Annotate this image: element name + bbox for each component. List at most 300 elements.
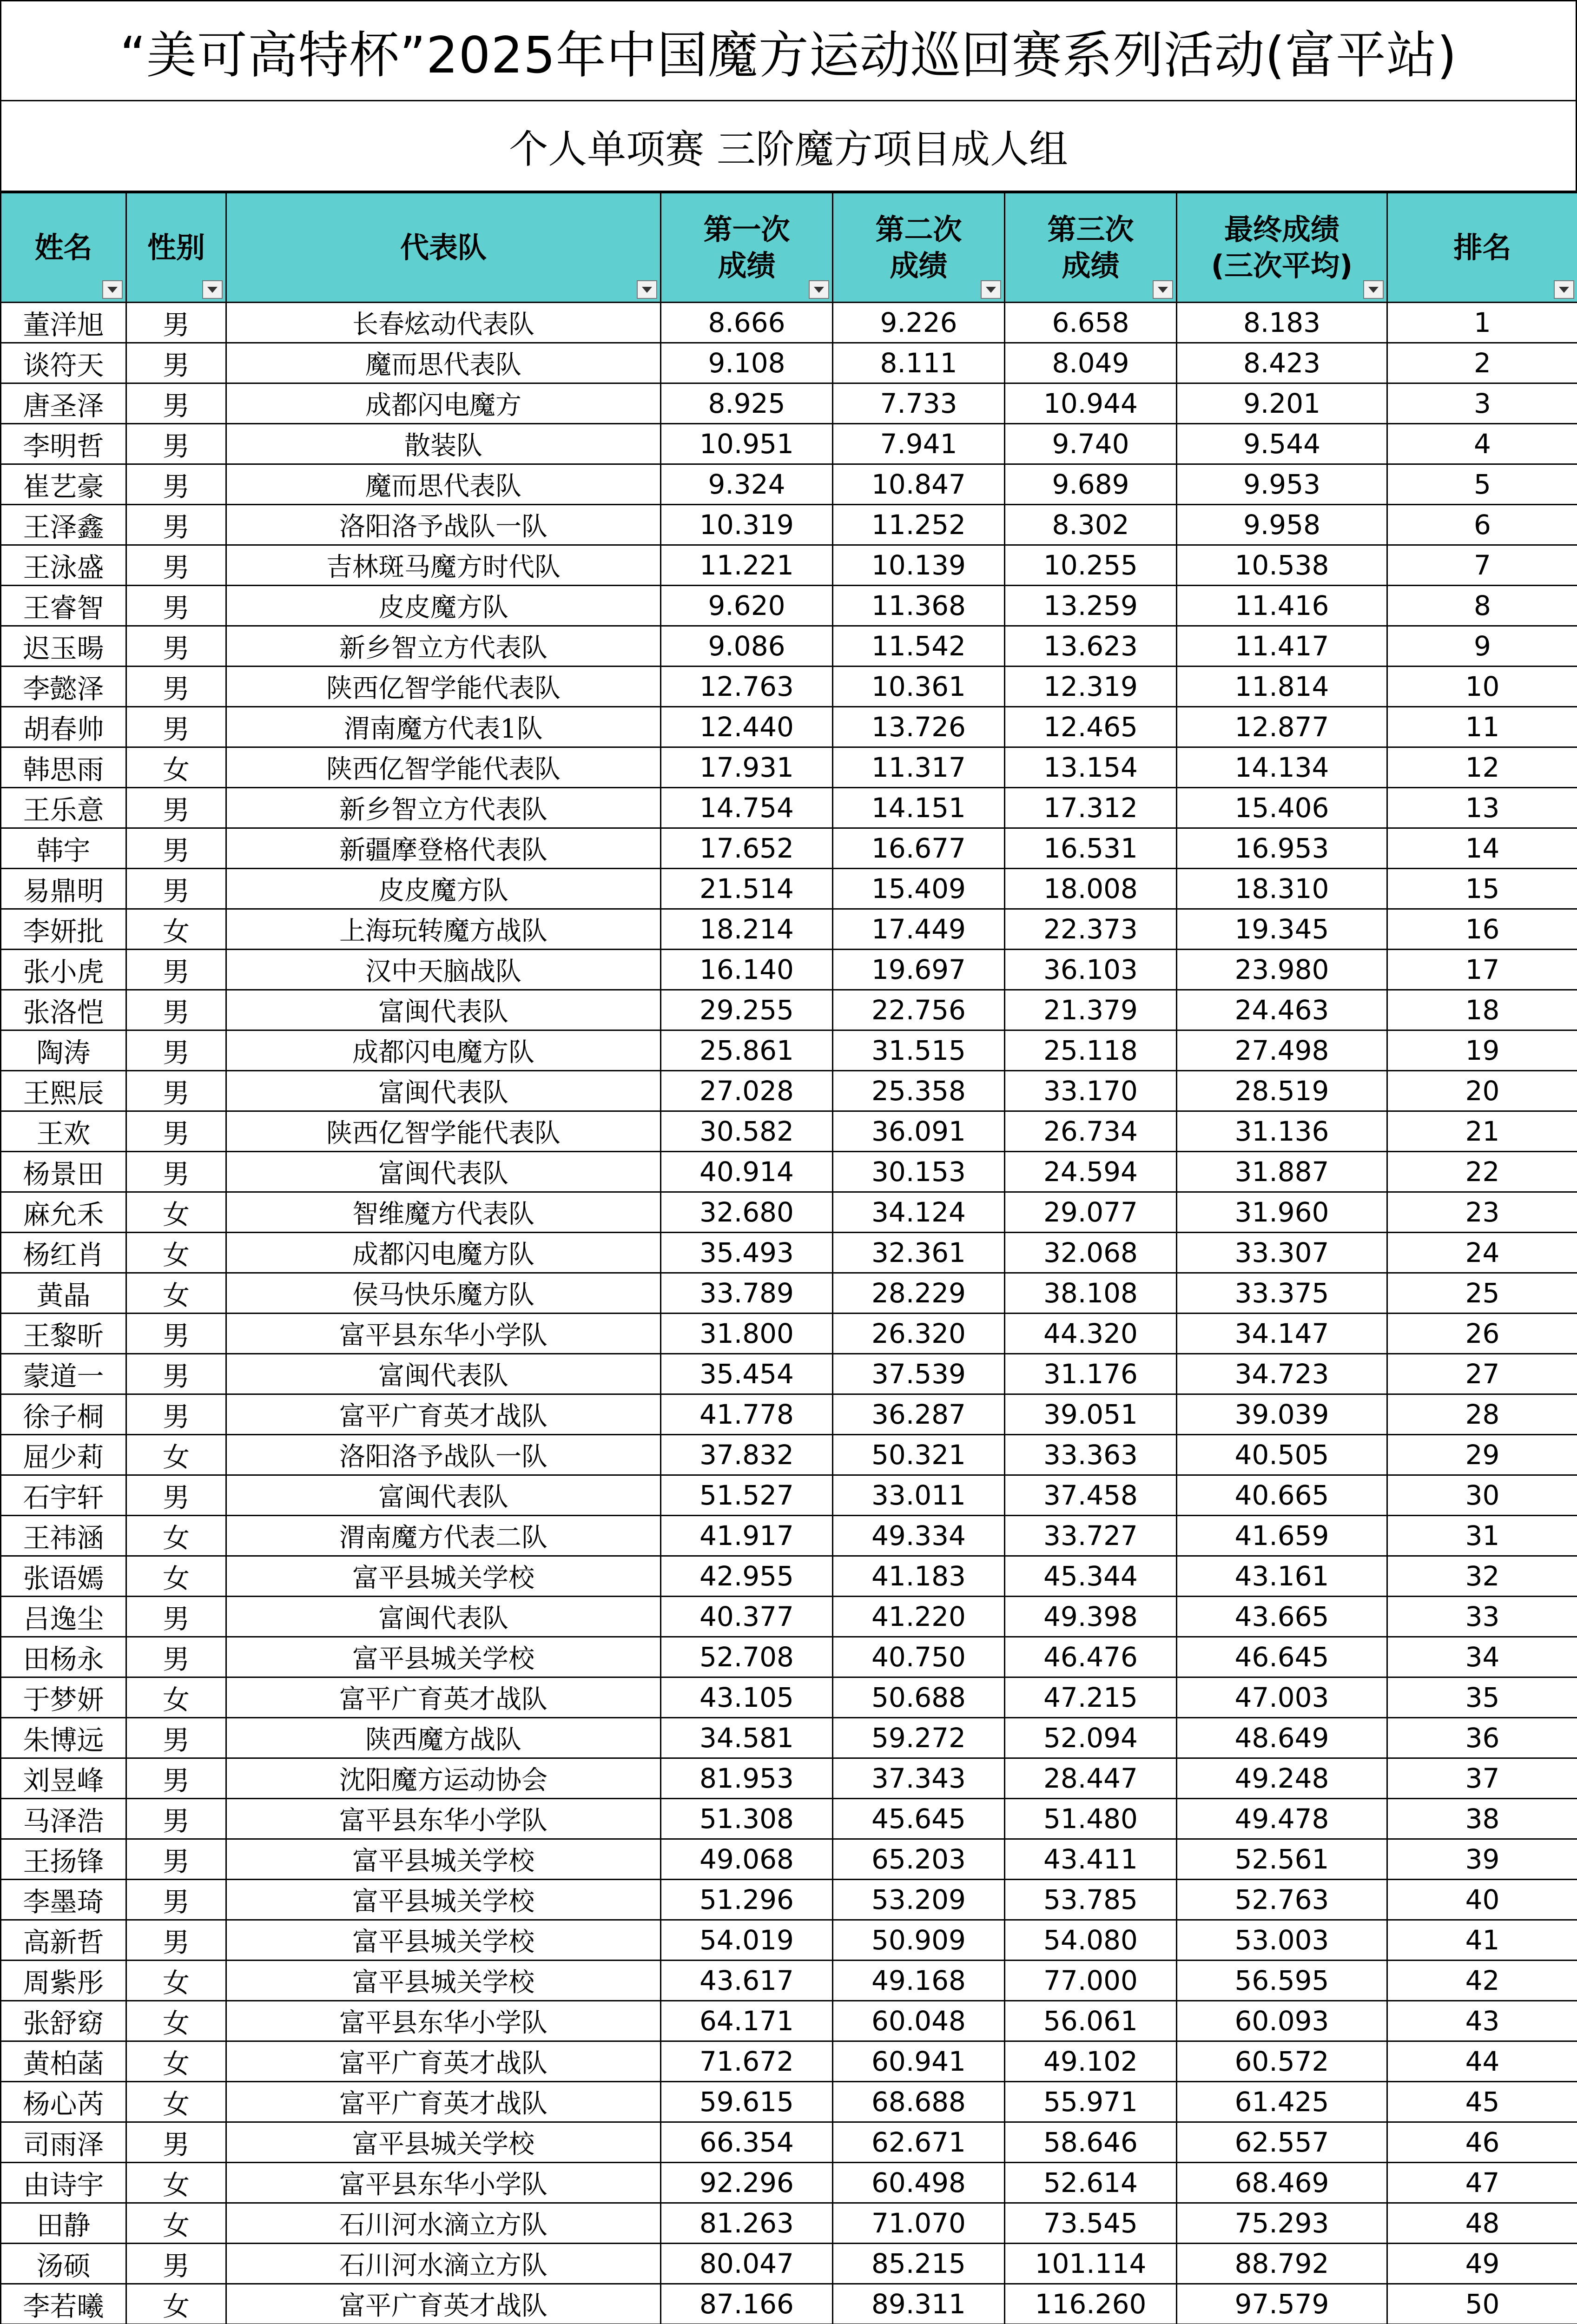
cell-attempt-3[interactable]: 55.971 [1005,2082,1177,2122]
cell-gender[interactable]: 男 [126,1799,226,1839]
cell-gender[interactable]: 男 [126,343,226,383]
cell-attempt-3[interactable]: 52.094 [1005,1718,1177,1758]
cell-attempt-3[interactable]: 6.658 [1005,303,1177,343]
cell-rank[interactable]: 13 [1387,788,1577,828]
cell-attempt-3[interactable]: 101.114 [1005,2244,1177,2284]
cell-team[interactable]: 富闽代表队 [226,1071,661,1111]
cell-rank[interactable]: 31 [1387,1516,1577,1556]
cell-gender[interactable]: 女 [126,1516,226,1556]
cell-attempt-1[interactable]: 32.680 [661,1192,833,1233]
cell-attempt-2[interactable]: 36.287 [833,1394,1005,1435]
cell-attempt-1[interactable]: 9.324 [661,464,833,505]
cell-final-result[interactable]: 18.310 [1177,869,1387,909]
cell-team[interactable]: 洛阳洛予战队一队 [226,1435,661,1475]
cell-final-result[interactable]: 24.463 [1177,990,1387,1030]
cell-rank[interactable]: 21 [1387,1111,1577,1152]
cell-team[interactable]: 成都闪电魔方队 [226,1233,661,1273]
cell-attempt-3[interactable]: 12.465 [1005,707,1177,747]
cell-rank[interactable]: 28 [1387,1394,1577,1435]
filter-dropdown-icon[interactable] [637,280,657,299]
cell-rank[interactable]: 12 [1387,747,1577,788]
cell-rank[interactable]: 42 [1387,1961,1577,2001]
cell-final-result[interactable]: 12.877 [1177,707,1387,747]
cell-gender[interactable]: 女 [126,1435,226,1475]
cell-gender[interactable]: 男 [126,1314,226,1354]
cell-gender[interactable]: 男 [126,505,226,545]
filter-dropdown-icon[interactable] [202,280,223,299]
cell-final-result[interactable]: 19.345 [1177,909,1387,950]
filter-dropdown-icon[interactable] [809,280,829,299]
cell-attempt-1[interactable]: 12.763 [661,667,833,707]
cell-attempt-2[interactable]: 60.941 [833,2041,1005,2082]
cell-team[interactable]: 智维魔方代表队 [226,1192,661,1233]
cell-attempt-2[interactable]: 16.677 [833,828,1005,869]
cell-rank[interactable]: 40 [1387,1880,1577,1920]
cell-final-result[interactable]: 31.136 [1177,1111,1387,1152]
cell-attempt-3[interactable]: 22.373 [1005,909,1177,950]
cell-attempt-2[interactable]: 19.697 [833,950,1005,990]
cell-final-result[interactable]: 11.814 [1177,667,1387,707]
cell-attempt-1[interactable]: 54.019 [661,1920,833,1961]
cell-rank[interactable]: 14 [1387,828,1577,869]
cell-attempt-1[interactable]: 40.377 [661,1597,833,1637]
cell-team[interactable]: 富平广育英才战队 [226,1677,661,1718]
cell-attempt-1[interactable]: 9.108 [661,343,833,383]
cell-final-result[interactable]: 31.960 [1177,1192,1387,1233]
cell-gender[interactable]: 女 [126,2082,226,2122]
cell-name[interactable]: 张小虎 [1,950,126,990]
cell-attempt-2[interactable]: 11.542 [833,626,1005,667]
cell-name[interactable]: 李墨琦 [1,1880,126,1920]
cell-gender[interactable]: 男 [126,950,226,990]
cell-attempt-1[interactable]: 81.953 [661,1758,833,1799]
cell-attempt-2[interactable]: 41.220 [833,1597,1005,1637]
cell-gender[interactable]: 男 [126,2122,226,2163]
cell-attempt-3[interactable]: 38.108 [1005,1273,1177,1314]
cell-attempt-1[interactable]: 52.708 [661,1637,833,1677]
cell-attempt-1[interactable]: 92.296 [661,2163,833,2203]
cell-gender[interactable]: 女 [126,1556,226,1597]
cell-attempt-2[interactable]: 15.409 [833,869,1005,909]
cell-rank[interactable]: 24 [1387,1233,1577,1273]
cell-attempt-2[interactable]: 37.343 [833,1758,1005,1799]
cell-final-result[interactable]: 34.723 [1177,1354,1387,1394]
cell-name[interactable]: 屈少莉 [1,1435,126,1475]
cell-gender[interactable]: 男 [126,1597,226,1637]
cell-name[interactable]: 王乐意 [1,788,126,828]
cell-name[interactable]: 吕逸尘 [1,1597,126,1637]
cell-attempt-3[interactable]: 32.068 [1005,1233,1177,1273]
cell-name[interactable]: 蒙道一 [1,1354,126,1394]
cell-attempt-2[interactable]: 8.111 [833,343,1005,383]
cell-name[interactable]: 王泽鑫 [1,505,126,545]
cell-final-result[interactable]: 48.649 [1177,1718,1387,1758]
cell-team[interactable]: 富闽代表队 [226,990,661,1030]
cell-attempt-1[interactable]: 12.440 [661,707,833,747]
cell-gender[interactable]: 男 [126,464,226,505]
cell-final-result[interactable]: 27.498 [1177,1030,1387,1071]
cell-gender[interactable]: 男 [126,1394,226,1435]
cell-attempt-2[interactable]: 59.272 [833,1718,1005,1758]
cell-team[interactable]: 侯马快乐魔方队 [226,1273,661,1314]
cell-final-result[interactable]: 9.958 [1177,505,1387,545]
cell-attempt-1[interactable]: 51.527 [661,1475,833,1516]
cell-name[interactable]: 易鼎明 [1,869,126,909]
cell-gender[interactable]: 男 [126,788,226,828]
cell-gender[interactable]: 女 [126,909,226,950]
cell-attempt-3[interactable]: 53.785 [1005,1880,1177,1920]
cell-team[interactable]: 富闽代表队 [226,1152,661,1192]
cell-attempt-1[interactable]: 35.493 [661,1233,833,1273]
cell-attempt-1[interactable]: 66.354 [661,2122,833,2163]
cell-final-result[interactable]: 9.953 [1177,464,1387,505]
cell-team[interactable]: 陕西亿智学能代表队 [226,667,661,707]
cell-gender[interactable]: 男 [126,1030,226,1071]
cell-name[interactable]: 杨心芮 [1,2082,126,2122]
cell-attempt-3[interactable]: 25.118 [1005,1030,1177,1071]
cell-rank[interactable]: 44 [1387,2041,1577,2082]
cell-attempt-3[interactable]: 29.077 [1005,1192,1177,1233]
cell-final-result[interactable]: 43.161 [1177,1556,1387,1597]
cell-team[interactable]: 陕西魔方战队 [226,1718,661,1758]
cell-gender[interactable]: 女 [126,747,226,788]
cell-team[interactable]: 富闽代表队 [226,1597,661,1637]
cell-team[interactable]: 富平县城关学校 [226,2122,661,2163]
cell-attempt-1[interactable]: 37.832 [661,1435,833,1475]
cell-team[interactable]: 魔而思代表队 [226,464,661,505]
cell-attempt-2[interactable]: 25.358 [833,1071,1005,1111]
cell-gender[interactable]: 女 [126,2041,226,2082]
cell-attempt-2[interactable]: 60.048 [833,2001,1005,2041]
cell-attempt-2[interactable]: 32.361 [833,1233,1005,1273]
cell-attempt-2[interactable]: 49.168 [833,1961,1005,2001]
cell-rank[interactable]: 26 [1387,1314,1577,1354]
cell-final-result[interactable]: 68.469 [1177,2163,1387,2203]
cell-final-result[interactable]: 39.039 [1177,1394,1387,1435]
cell-attempt-2[interactable]: 11.368 [833,586,1005,626]
cell-attempt-2[interactable]: 37.539 [833,1354,1005,1394]
cell-name[interactable]: 董洋旭 [1,303,126,343]
cell-gender[interactable]: 女 [126,2203,226,2244]
cell-team[interactable]: 石川河水滴立方队 [226,2203,661,2244]
cell-attempt-1[interactable]: 64.171 [661,2001,833,2041]
cell-name[interactable]: 李若曦 [1,2284,126,2324]
cell-gender[interactable]: 男 [126,828,226,869]
cell-attempt-1[interactable]: 40.914 [661,1152,833,1192]
cell-final-result[interactable]: 41.659 [1177,1516,1387,1556]
cell-name[interactable]: 张语嫣 [1,1556,126,1597]
cell-final-result[interactable]: 49.478 [1177,1799,1387,1839]
cell-attempt-1[interactable]: 9.620 [661,586,833,626]
cell-attempt-1[interactable]: 8.925 [661,383,833,424]
cell-name[interactable]: 杨景田 [1,1152,126,1192]
cell-team[interactable]: 新乡智立方代表队 [226,626,661,667]
cell-attempt-3[interactable]: 31.176 [1005,1354,1177,1394]
cell-attempt-3[interactable]: 43.411 [1005,1839,1177,1880]
cell-rank[interactable]: 30 [1387,1475,1577,1516]
cell-gender[interactable]: 女 [126,1961,226,2001]
cell-rank[interactable]: 46 [1387,2122,1577,2163]
cell-attempt-3[interactable]: 9.740 [1005,424,1177,464]
cell-final-result[interactable]: 43.665 [1177,1597,1387,1637]
cell-attempt-3[interactable]: 9.689 [1005,464,1177,505]
cell-gender[interactable]: 男 [126,303,226,343]
cell-attempt-3[interactable]: 8.049 [1005,343,1177,383]
cell-attempt-1[interactable]: 42.955 [661,1556,833,1597]
cell-gender[interactable]: 女 [126,1273,226,1314]
cell-attempt-1[interactable]: 8.666 [661,303,833,343]
cell-name[interactable]: 王黎昕 [1,1314,126,1354]
cell-name[interactable]: 石宇轩 [1,1475,126,1516]
cell-attempt-1[interactable]: 43.105 [661,1677,833,1718]
cell-attempt-3[interactable]: 21.379 [1005,990,1177,1030]
cell-final-result[interactable]: 60.093 [1177,2001,1387,2041]
cell-team[interactable]: 富平县东华小学队 [226,2163,661,2203]
header-attempt-1[interactable] [661,193,833,303]
cell-team[interactable]: 富平广育英才战队 [226,2284,661,2324]
cell-final-result[interactable]: 49.248 [1177,1758,1387,1799]
cell-rank[interactable]: 9 [1387,626,1577,667]
cell-rank[interactable]: 50 [1387,2284,1577,2324]
cell-attempt-1[interactable]: 18.214 [661,909,833,950]
cell-attempt-2[interactable]: 11.252 [833,505,1005,545]
cell-attempt-2[interactable]: 10.139 [833,545,1005,586]
cell-rank[interactable]: 2 [1387,343,1577,383]
cell-rank[interactable]: 32 [1387,1556,1577,1597]
cell-attempt-3[interactable]: 77.000 [1005,1961,1177,2001]
cell-attempt-2[interactable]: 28.229 [833,1273,1005,1314]
cell-attempt-3[interactable]: 33.170 [1005,1071,1177,1111]
cell-gender[interactable]: 女 [126,2284,226,2324]
cell-attempt-2[interactable]: 9.226 [833,303,1005,343]
cell-attempt-3[interactable]: 116.260 [1005,2284,1177,2324]
header-rank[interactable] [1387,193,1577,303]
cell-rank[interactable]: 33 [1387,1597,1577,1637]
cell-rank[interactable]: 38 [1387,1799,1577,1839]
cell-attempt-2[interactable]: 89.311 [833,2284,1005,2324]
cell-attempt-3[interactable]: 39.051 [1005,1394,1177,1435]
cell-attempt-2[interactable]: 53.209 [833,1880,1005,1920]
cell-gender[interactable]: 男 [126,1758,226,1799]
cell-final-result[interactable]: 47.003 [1177,1677,1387,1718]
cell-rank[interactable]: 17 [1387,950,1577,990]
cell-final-result[interactable]: 60.572 [1177,2041,1387,2082]
cell-final-result[interactable]: 23.980 [1177,950,1387,990]
cell-attempt-1[interactable]: 41.917 [661,1516,833,1556]
cell-team[interactable]: 上海玩转魔方战队 [226,909,661,950]
cell-attempt-2[interactable]: 14.151 [833,788,1005,828]
cell-name[interactable]: 王泳盛 [1,545,126,586]
cell-rank[interactable]: 41 [1387,1920,1577,1961]
cell-team[interactable]: 散装队 [226,424,661,464]
cell-gender[interactable]: 女 [126,1192,226,1233]
cell-attempt-1[interactable]: 34.581 [661,1718,833,1758]
cell-attempt-2[interactable]: 11.317 [833,747,1005,788]
cell-team[interactable]: 成都闪电魔方 [226,383,661,424]
cell-name[interactable]: 王熙辰 [1,1071,126,1111]
cell-gender[interactable]: 女 [126,1233,226,1273]
cell-rank[interactable]: 34 [1387,1637,1577,1677]
cell-rank[interactable]: 37 [1387,1758,1577,1799]
cell-final-result[interactable]: 15.406 [1177,788,1387,828]
cell-attempt-3[interactable]: 49.102 [1005,2041,1177,2082]
cell-attempt-2[interactable]: 17.449 [833,909,1005,950]
cell-rank[interactable]: 27 [1387,1354,1577,1394]
cell-rank[interactable]: 7 [1387,545,1577,586]
cell-team[interactable]: 富平县城关学校 [226,1556,661,1597]
cell-final-result[interactable]: 53.003 [1177,1920,1387,1961]
cell-attempt-2[interactable]: 68.688 [833,2082,1005,2122]
cell-name[interactable]: 高新哲 [1,1920,126,1961]
cell-rank[interactable]: 48 [1387,2203,1577,2244]
cell-rank[interactable]: 11 [1387,707,1577,747]
cell-name[interactable]: 李妍批 [1,909,126,950]
cell-name[interactable]: 唐圣泽 [1,383,126,424]
cell-final-result[interactable]: 33.307 [1177,1233,1387,1273]
cell-team[interactable]: 吉林斑马魔方时代队 [226,545,661,586]
cell-rank[interactable]: 15 [1387,869,1577,909]
cell-team[interactable]: 石川河水滴立方队 [226,2244,661,2284]
cell-attempt-3[interactable]: 37.458 [1005,1475,1177,1516]
cell-attempt-2[interactable]: 50.688 [833,1677,1005,1718]
cell-attempt-1[interactable]: 41.778 [661,1394,833,1435]
cell-final-result[interactable]: 52.561 [1177,1839,1387,1880]
cell-team[interactable]: 富平县东华小学队 [226,1799,661,1839]
cell-attempt-2[interactable]: 22.756 [833,990,1005,1030]
cell-name[interactable]: 王欢 [1,1111,126,1152]
cell-attempt-3[interactable]: 33.363 [1005,1435,1177,1475]
cell-name[interactable]: 王睿智 [1,586,126,626]
cell-team[interactable]: 沈阳魔方运动协会 [226,1758,661,1799]
cell-attempt-3[interactable]: 13.154 [1005,747,1177,788]
cell-attempt-2[interactable]: 65.203 [833,1839,1005,1880]
cell-team[interactable]: 富闽代表队 [226,1475,661,1516]
cell-attempt-3[interactable]: 51.480 [1005,1799,1177,1839]
cell-final-result[interactable]: 40.505 [1177,1435,1387,1475]
cell-gender[interactable]: 男 [126,1839,226,1880]
cell-team[interactable]: 新疆摩登格代表队 [226,828,661,869]
cell-attempt-3[interactable]: 24.594 [1005,1152,1177,1192]
cell-gender[interactable]: 男 [126,990,226,1030]
cell-attempt-3[interactable]: 73.545 [1005,2203,1177,2244]
cell-rank[interactable]: 8 [1387,586,1577,626]
cell-rank[interactable]: 35 [1387,1677,1577,1718]
cell-final-result[interactable]: 11.416 [1177,586,1387,626]
cell-attempt-2[interactable]: 13.726 [833,707,1005,747]
cell-gender[interactable]: 女 [126,2163,226,2203]
cell-gender[interactable]: 男 [126,1637,226,1677]
cell-team[interactable]: 富平广育英才战队 [226,1394,661,1435]
header-attempt-2[interactable] [833,193,1005,303]
cell-team[interactable]: 洛阳洛予战队一队 [226,505,661,545]
cell-name[interactable]: 麻允禾 [1,1192,126,1233]
cell-gender[interactable]: 男 [126,1880,226,1920]
cell-attempt-1[interactable]: 30.582 [661,1111,833,1152]
cell-final-result[interactable]: 34.147 [1177,1314,1387,1354]
cell-rank[interactable]: 5 [1387,464,1577,505]
cell-name[interactable]: 崔艺豪 [1,464,126,505]
cell-attempt-2[interactable]: 34.124 [833,1192,1005,1233]
cell-attempt-3[interactable]: 33.727 [1005,1516,1177,1556]
cell-team[interactable]: 成都闪电魔方队 [226,1030,661,1071]
cell-attempt-1[interactable]: 10.319 [661,505,833,545]
cell-team[interactable]: 渭南魔方代表二队 [226,1516,661,1556]
cell-attempt-3[interactable]: 13.623 [1005,626,1177,667]
cell-attempt-3[interactable]: 58.646 [1005,2122,1177,2163]
cell-final-result[interactable]: 56.595 [1177,1961,1387,2001]
cell-attempt-2[interactable]: 7.733 [833,383,1005,424]
cell-attempt-2[interactable]: 7.941 [833,424,1005,464]
cell-attempt-1[interactable]: 11.221 [661,545,833,586]
cell-team[interactable]: 富平县城关学校 [226,1920,661,1961]
cell-attempt-1[interactable]: 16.140 [661,950,833,990]
cell-name[interactable]: 李明哲 [1,424,126,464]
cell-final-result[interactable]: 75.293 [1177,2203,1387,2244]
cell-final-result[interactable]: 46.645 [1177,1637,1387,1677]
cell-rank[interactable]: 25 [1387,1273,1577,1314]
cell-attempt-3[interactable]: 54.080 [1005,1920,1177,1961]
cell-final-result[interactable]: 8.423 [1177,343,1387,383]
cell-team[interactable]: 富平广育英才战队 [226,2041,661,2082]
cell-final-result[interactable]: 40.665 [1177,1475,1387,1516]
cell-attempt-2[interactable]: 10.847 [833,464,1005,505]
cell-final-result[interactable]: 14.134 [1177,747,1387,788]
cell-attempt-1[interactable]: 49.068 [661,1839,833,1880]
cell-team[interactable]: 富平县东华小学队 [226,2001,661,2041]
cell-final-result[interactable]: 33.375 [1177,1273,1387,1314]
cell-name[interactable]: 汤硕 [1,2244,126,2284]
cell-attempt-1[interactable]: 51.308 [661,1799,833,1839]
cell-attempt-2[interactable]: 71.070 [833,2203,1005,2244]
cell-final-result[interactable]: 10.538 [1177,545,1387,586]
cell-name[interactable]: 杨红肖 [1,1233,126,1273]
cell-attempt-1[interactable]: 80.047 [661,2244,833,2284]
cell-name[interactable]: 黄晶 [1,1273,126,1314]
cell-gender[interactable]: 男 [126,1475,226,1516]
cell-attempt-1[interactable]: 43.617 [661,1961,833,2001]
cell-final-result[interactable]: 88.792 [1177,2244,1387,2284]
cell-team[interactable]: 皮皮魔方队 [226,586,661,626]
cell-attempt-1[interactable]: 17.931 [661,747,833,788]
cell-name[interactable]: 李懿泽 [1,667,126,707]
cell-name[interactable]: 王扬锋 [1,1839,126,1880]
cell-gender[interactable]: 男 [126,1111,226,1152]
cell-gender[interactable]: 男 [126,586,226,626]
cell-name[interactable]: 徐子桐 [1,1394,126,1435]
cell-team[interactable]: 富平县城关学校 [226,1839,661,1880]
cell-name[interactable]: 于梦妍 [1,1677,126,1718]
cell-name[interactable]: 韩思雨 [1,747,126,788]
header-gender[interactable] [126,193,226,303]
cell-team[interactable]: 富平广育英才战队 [226,2082,661,2122]
cell-name[interactable]: 韩宇 [1,828,126,869]
cell-name[interactable]: 马泽浩 [1,1799,126,1839]
cell-name[interactable]: 田静 [1,2203,126,2244]
cell-attempt-3[interactable]: 10.944 [1005,383,1177,424]
cell-team[interactable]: 长春炫动代表队 [226,303,661,343]
cell-attempt-2[interactable]: 31.515 [833,1030,1005,1071]
cell-attempt-1[interactable]: 71.672 [661,2041,833,2082]
cell-attempt-3[interactable]: 8.302 [1005,505,1177,545]
cell-team[interactable]: 富闽代表队 [226,1354,661,1394]
cell-rank[interactable]: 22 [1387,1152,1577,1192]
cell-final-result[interactable]: 62.557 [1177,2122,1387,2163]
cell-final-result[interactable]: 31.887 [1177,1152,1387,1192]
cell-rank[interactable]: 39 [1387,1839,1577,1880]
cell-team[interactable]: 富平县城关学校 [226,1637,661,1677]
cell-rank[interactable]: 43 [1387,2001,1577,2041]
cell-team[interactable]: 汉中天脑战队 [226,950,661,990]
